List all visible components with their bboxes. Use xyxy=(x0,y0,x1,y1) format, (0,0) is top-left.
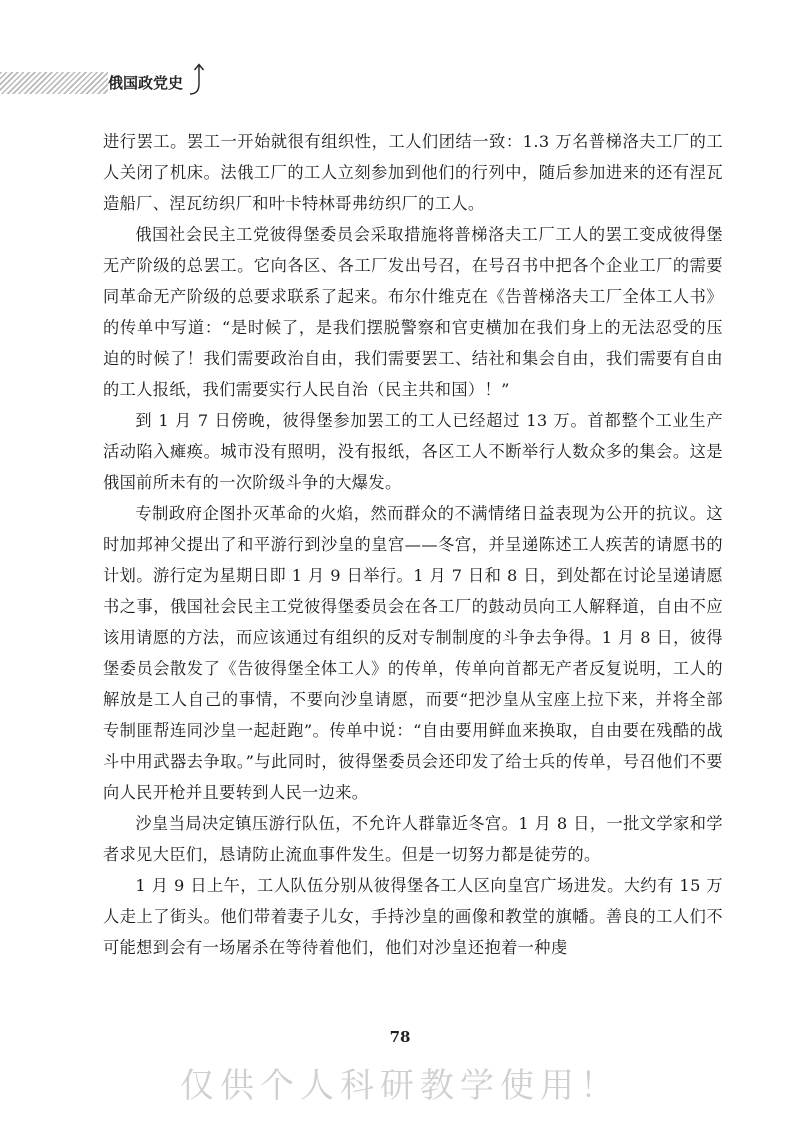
paragraph: 沙皇当局决定镇压游行队伍，不允许人群靠近冬宫。1 月 8 日，一批文学家和学者求见大臣们，恳请防止流血事件发生。但是一切努力都是徒劳的。 xyxy=(103,814,723,864)
paragraph: 俄国社会民主工党彼得堡委员会采取措施将普梯洛夫工厂工人的罢工变成彼得堡无产阶级的总罢工。它向各区、各工厂发出号召，在号召书中把各个企业工厂的需要同革命无产阶级的总要求联系了起来。布尔什维克在《告普梯洛夫工厂全体工人书》的传单中写道：“是时候了，是我们摆脱警察和官吏横加在我们身上的无法忍受的压迫的时候了！我们需要政治自由，我们需要罢工、结社和集会自由，我们需要有自由的工人报纸，我们需要实行人民自治（民主共和国）！” xyxy=(103,225,723,399)
header-title: 俄国政党史 xyxy=(108,74,184,92)
up-arrow-icon xyxy=(186,62,212,102)
body-text xyxy=(103,126,723,963)
page-number: 78 xyxy=(389,1028,411,1046)
paragraph: 1 月 9 日上午，工人队伍分别从彼得堡各工人区向皇宫广场进发。大约有 15 万人走上了街头。他们带着妻子儿女，手持沙皇的画像和教堂的旗幡。善良的工人们不可能想到会有一场屠杀在等待着他们，他们对沙皇还抱着一种虔 xyxy=(103,876,723,957)
header-hatch-decoration xyxy=(0,72,108,94)
watermark: 仅供个人科研教学使用！ xyxy=(180,1066,620,1106)
paragraph: 专制政府企图扑灭革命的火焰，然而群众的不满情绪日益表现为公开的抗议。这时加邦神父提出了和平游行到沙皇的皇宫——冬宫，并呈递陈述工人疾苦的请愿书的计划。游行定为星期日即 1 月 9 日举行。1 月 7 日和 8 日，到处都在讨论呈递请愿书之事，俄国社会民主工党彼得堡委员会在各工厂的鼓动员向工人解释道，自由不应该用请愿的方法，而应该通过有组织的反对专制制度的斗争去争得。1 月 8 日，彼得堡委员会散发了《告彼得堡全体工人》的传单，传单向首都无产者反复说明，工人的解放是工人自己的事情，不要向沙皇请愿，而要“把沙皇从宝座上拉下来，并将全部专制匪帮连同沙皇一起赶跑”。传单中说：“自由要用鲜血来换取，自由要在残酷的战斗中用武器去争取。”与此同时，彼得堡委员会还印发了给士兵的传单，号召他们不要向人民开枪并且要转到人民一边来。 xyxy=(103,504,723,802)
paragraph: 进行罢工。罢工一开始就很有组织性，工人们团结一致：1.3 万名普梯洛夫工厂的工人关闭了机床。法俄工厂的工人立刻参加到他们的行列中，随后参加进来的还有涅瓦造船厂、涅瓦纺织厂和叶卡特林哥弗纺织厂的工人。 xyxy=(103,132,723,213)
running-header xyxy=(0,62,240,104)
paragraph: 到 1 月 7 日傍晚，彼得堡参加罢工的工人已经超过 13 万。首都整个工业生产活动陷入瘫痪。城市没有照明，没有报纸，各区工人不断举行人数众多的集会。这是俄国前所未有的一次阶级斗争的大爆发。 xyxy=(103,411,723,492)
